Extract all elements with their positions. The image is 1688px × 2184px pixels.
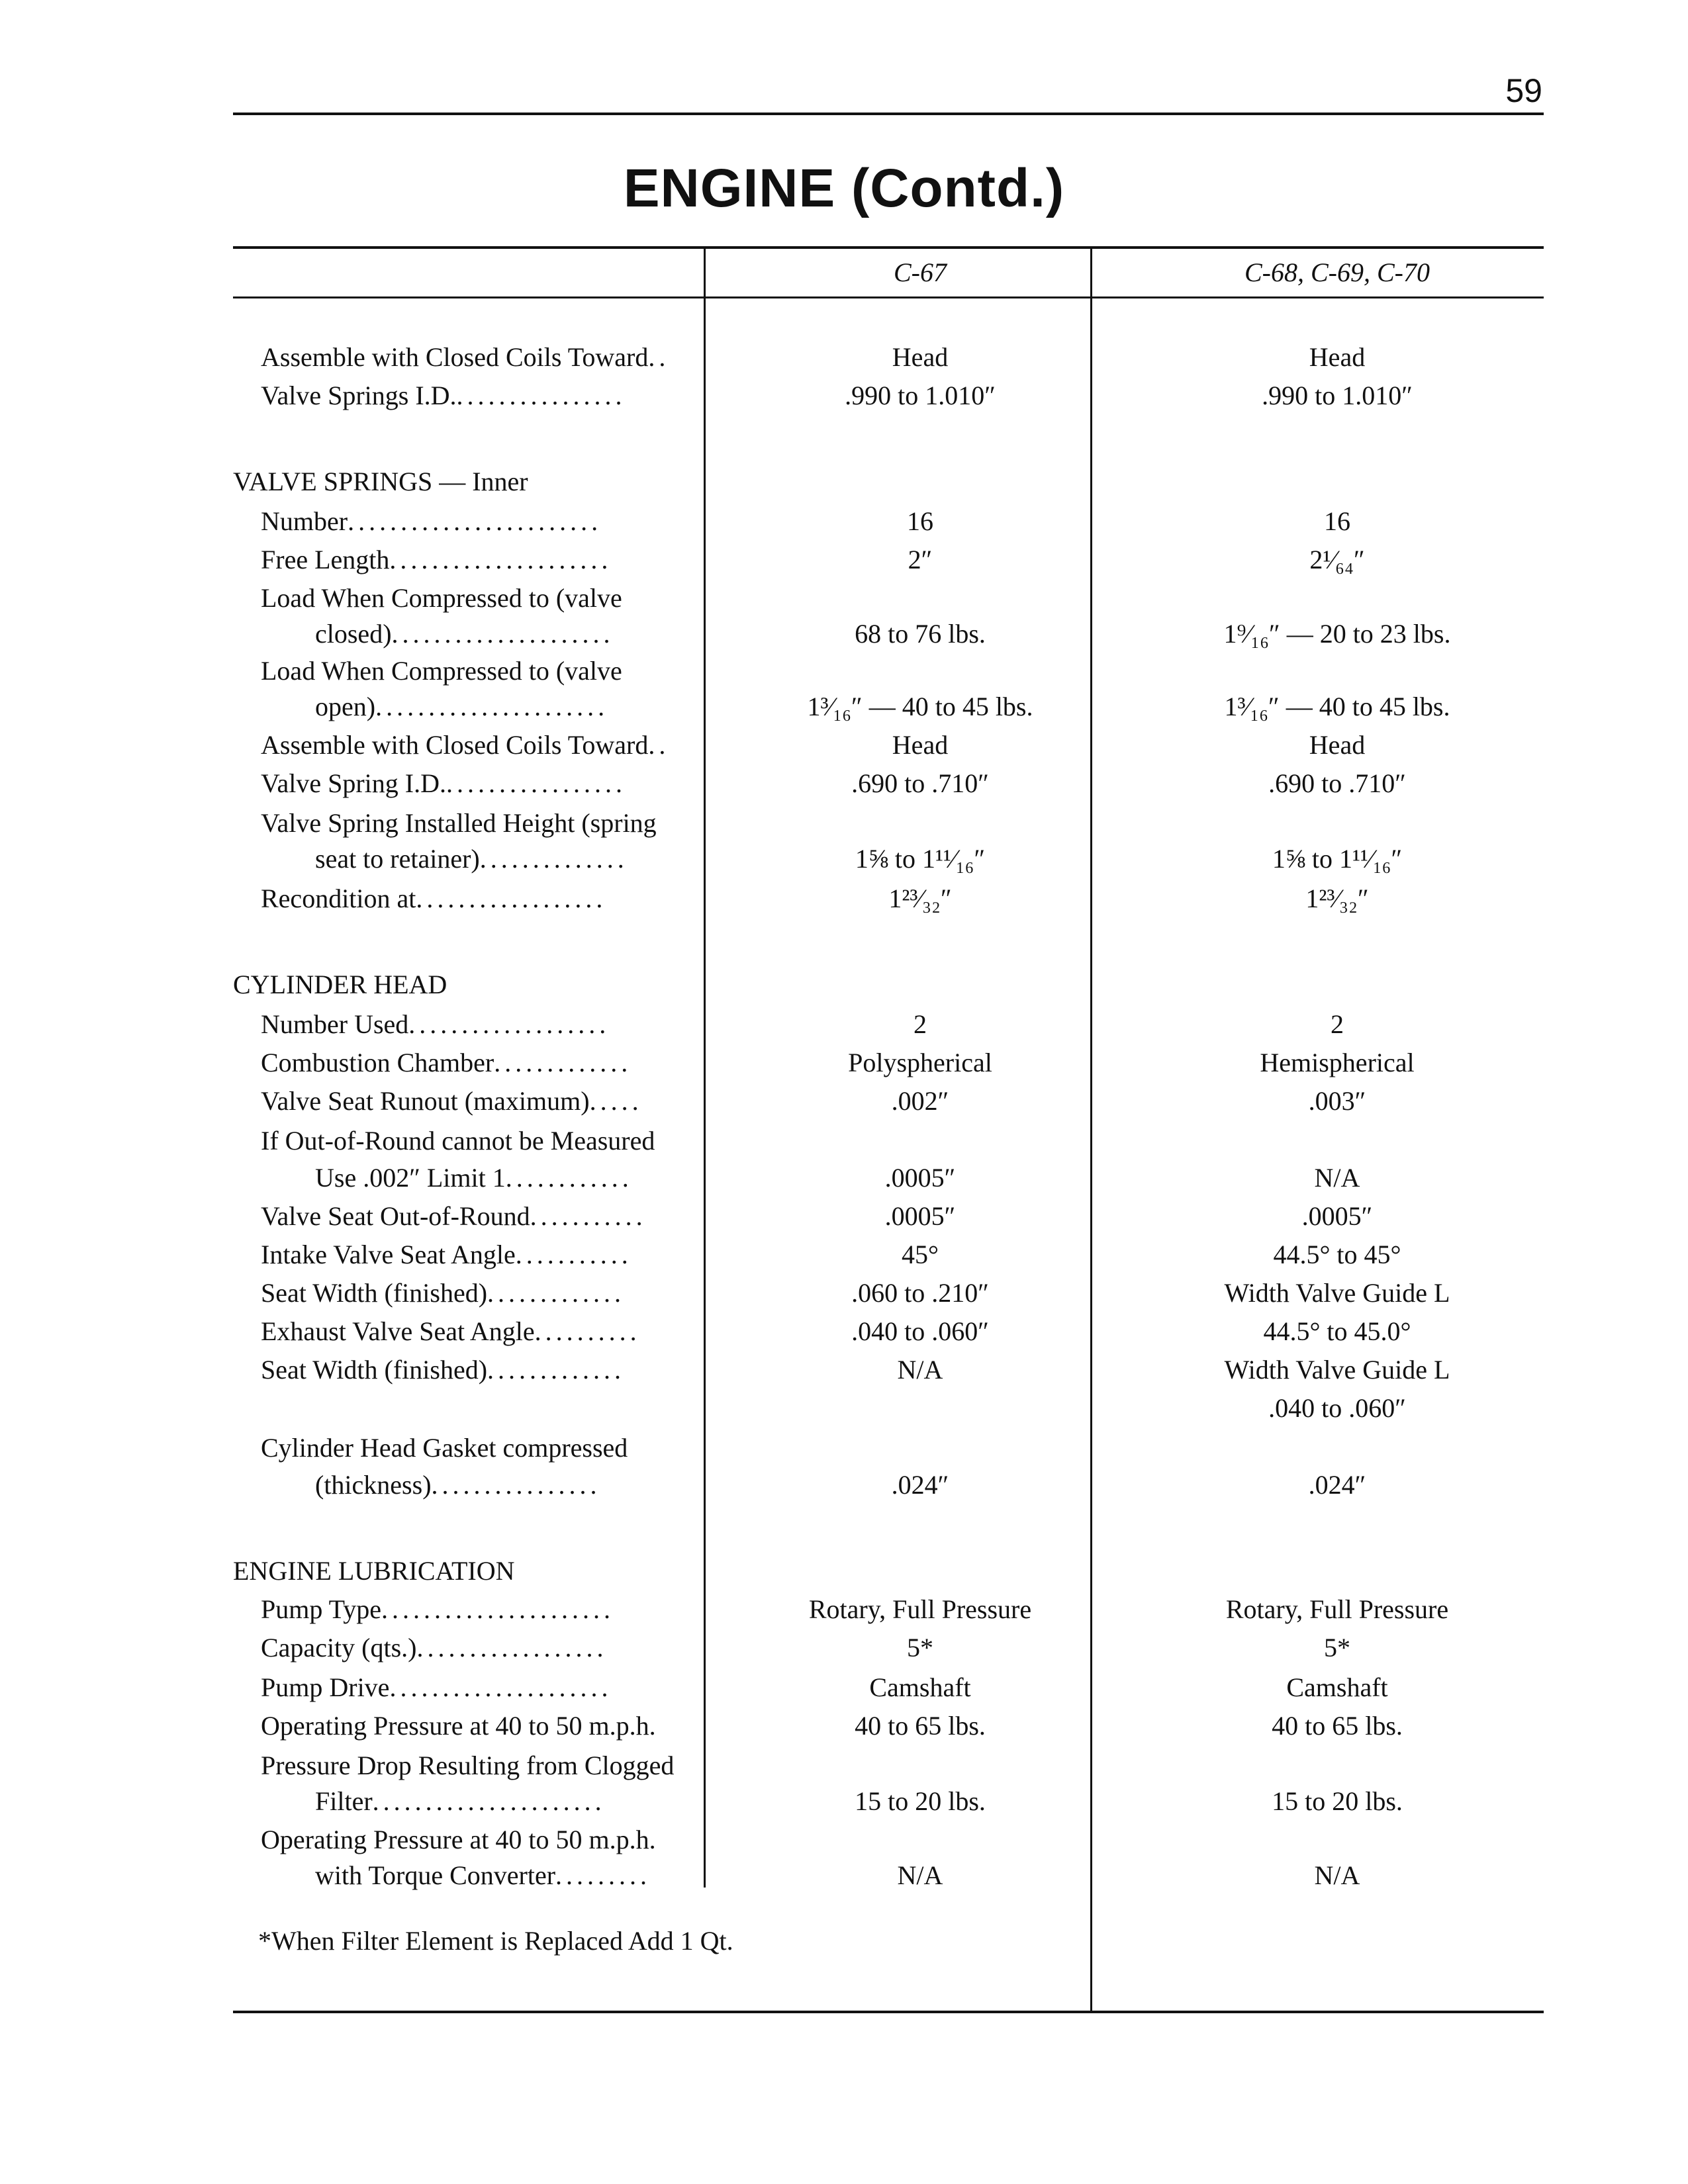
leader-dots: .. bbox=[648, 342, 670, 372]
label-text: Assemble with Closed Coils Toward bbox=[261, 730, 649, 760]
row-label bbox=[315, 1160, 692, 1197]
label-text: open) bbox=[315, 692, 376, 721]
table-row bbox=[0, 463, 1688, 500]
leader-dots: ........... bbox=[530, 1201, 647, 1231]
value-c68-c70: .003″ bbox=[1308, 1086, 1366, 1116]
table-row bbox=[0, 1236, 1688, 1273]
value-c67: Polyspherical bbox=[848, 1048, 992, 1077]
row-label: If Out-of-Round cannot be Measured bbox=[261, 1126, 655, 1156]
row-label: Valve Spring Installed Height (spring bbox=[261, 808, 657, 838]
page-title: ENGINE (Contd.) bbox=[623, 158, 1065, 218]
value-c68-c70: Hemispherical bbox=[1260, 1048, 1415, 1077]
section-heading: CYLINDER HEAD bbox=[233, 970, 447, 999]
label-text: Exhaust Valve Seat Angle bbox=[261, 1316, 535, 1346]
row-label bbox=[315, 1467, 692, 1504]
value-c67: .990 to 1.010″ bbox=[845, 381, 996, 410]
value-c68-c70: N/A bbox=[1314, 1163, 1360, 1193]
table-row bbox=[0, 1747, 1688, 1784]
label-text: closed) bbox=[315, 619, 392, 649]
table-row bbox=[0, 615, 1688, 653]
value-c67: N/A bbox=[897, 1860, 943, 1890]
value-c68-c70: Width Valve Guide L bbox=[1224, 1278, 1450, 1308]
table-row bbox=[0, 653, 1688, 690]
value-c67: Camshaft bbox=[869, 1672, 971, 1702]
value-c67: .690 to .710″ bbox=[851, 768, 989, 798]
leader-dots bbox=[656, 1707, 692, 1745]
section-heading: VALVE SPRINGS — Inner bbox=[233, 467, 528, 496]
table-row bbox=[0, 1275, 1688, 1312]
label-text: Assemble with Closed Coils Toward bbox=[261, 342, 649, 372]
table-row bbox=[0, 503, 1688, 540]
value-c68-c70: 16 bbox=[1324, 506, 1350, 536]
row-label bbox=[261, 1198, 692, 1235]
value-c67: 2″ bbox=[908, 545, 933, 574]
label-text: Use .002″ Limit 1 bbox=[315, 1163, 506, 1193]
leader-dots: ............. bbox=[487, 1278, 626, 1308]
table-row bbox=[0, 1591, 1688, 1628]
value-c68-c70: 1⁹⁄₁₆″ — 20 to 23 lbs. bbox=[1223, 619, 1451, 649]
top-rule bbox=[233, 113, 1544, 115]
row-label bbox=[261, 1006, 692, 1043]
value-c68-c70: Head bbox=[1309, 342, 1366, 372]
row-label bbox=[315, 1783, 692, 1820]
leader-dots: ................. bbox=[445, 768, 626, 798]
value-c67: 45° bbox=[902, 1240, 939, 1269]
leader-dots: ................... bbox=[408, 1009, 610, 1039]
value-c67: 1³⁄₁₆″ — 40 to 45 lbs. bbox=[807, 692, 1033, 721]
row-label bbox=[261, 1629, 692, 1666]
leader-dots: ..................... bbox=[391, 619, 614, 649]
row-label bbox=[261, 1313, 692, 1350]
value-c68-c70: 15 to 20 lbs. bbox=[1272, 1786, 1403, 1816]
value-c68-c70: 2¹⁄₆₄″ bbox=[1309, 545, 1365, 574]
bottom-rule bbox=[233, 2011, 1544, 2013]
table-row bbox=[0, 805, 1688, 842]
label-text: seat to retainer) bbox=[315, 844, 480, 874]
table-row bbox=[0, 688, 1688, 725]
row-label bbox=[261, 1083, 692, 1120]
leader-dots: ............. bbox=[494, 1048, 632, 1077]
leader-dots: ..................... bbox=[389, 545, 612, 574]
row-label bbox=[315, 841, 692, 878]
table-row bbox=[0, 339, 1688, 376]
table-row bbox=[0, 765, 1688, 802]
column-header-c68-c70: C-68, C-69, C-70 bbox=[1244, 257, 1430, 287]
label-text: (thickness) bbox=[315, 1470, 432, 1500]
row-label bbox=[261, 1707, 692, 1745]
label-text: Capacity (qts.) bbox=[261, 1633, 417, 1662]
value-c67: .002″ bbox=[891, 1086, 949, 1116]
leader-dots: ................ bbox=[431, 1470, 601, 1500]
value-c67: .040 to .060″ bbox=[851, 1316, 989, 1346]
leader-dots: ................ bbox=[456, 381, 626, 410]
leader-dots: ........................ bbox=[348, 506, 602, 536]
value-c67: 2 bbox=[914, 1009, 927, 1039]
row-label bbox=[315, 1857, 692, 1894]
value-c67: .0005″ bbox=[884, 1163, 956, 1193]
table-row bbox=[0, 541, 1688, 578]
value-c68-c70: .024″ bbox=[1308, 1470, 1366, 1500]
leader-dots: ........... bbox=[515, 1240, 632, 1269]
table-row bbox=[0, 1857, 1688, 1894]
row-label: Load When Compressed to (valve bbox=[261, 583, 622, 613]
label-text: Recondition at bbox=[261, 884, 416, 913]
footnote: *When Filter Element is Replaced Add 1 Qt. bbox=[258, 1926, 733, 1956]
value-c68-c70: 2 bbox=[1331, 1009, 1344, 1039]
row-label bbox=[261, 339, 692, 376]
row-label bbox=[261, 377, 692, 414]
row-label bbox=[261, 765, 692, 802]
leader-dots: .. bbox=[648, 730, 670, 760]
table-row bbox=[0, 880, 1688, 917]
value-c68-c70: N/A bbox=[1314, 1860, 1360, 1890]
value-c68-c70: 1³⁄₁₆″ — 40 to 45 lbs. bbox=[1224, 692, 1450, 721]
table-row bbox=[0, 1122, 1688, 1160]
row-label: Pressure Drop Resulting from Clogged bbox=[261, 1751, 675, 1780]
row-label bbox=[315, 615, 692, 653]
label-text: Intake Valve Seat Angle bbox=[261, 1240, 516, 1269]
value-c68-c70: Width Valve Guide L bbox=[1224, 1355, 1450, 1385]
table-row bbox=[0, 1821, 1688, 1858]
page-number: 59 bbox=[1505, 72, 1542, 109]
table-top-rule bbox=[233, 246, 1544, 249]
row-label: Operating Pressure at 40 to 50 m.p.h. bbox=[261, 1825, 656, 1854]
table-row bbox=[0, 1707, 1688, 1745]
label-text: Operating Pressure at 40 to 50 m.p.h. bbox=[261, 1711, 656, 1741]
leader-dots: ...................... bbox=[381, 1594, 615, 1624]
value-c67: 68 to 76 lbs. bbox=[855, 619, 986, 649]
value-c67: Head bbox=[892, 730, 949, 760]
value-c68-c70: .0005″ bbox=[1301, 1201, 1373, 1231]
value-c68-c70: Rotary, Full Pressure bbox=[1225, 1594, 1449, 1624]
value-c67: 5* bbox=[907, 1633, 933, 1662]
value-c68-c70: 1⅝ to 1¹¹⁄₁₆″ bbox=[1272, 844, 1403, 874]
table-row bbox=[0, 1006, 1688, 1043]
label-text: Valve Seat Runout (maximum) bbox=[261, 1086, 590, 1116]
value-c68-c70: 40 to 65 lbs. bbox=[1272, 1711, 1403, 1741]
value-c67: 16 bbox=[907, 506, 933, 536]
value-c67: 40 to 65 lbs. bbox=[855, 1711, 986, 1741]
header-rule bbox=[233, 296, 1544, 298]
table-row bbox=[0, 1467, 1688, 1504]
value-c68-c70: 44.5° to 45.0° bbox=[1263, 1316, 1411, 1346]
row-label bbox=[261, 880, 692, 917]
section-heading: ENGINE LUBRICATION bbox=[233, 1556, 515, 1586]
row-label bbox=[261, 1669, 692, 1706]
table-row bbox=[0, 1313, 1688, 1350]
row-label bbox=[261, 1044, 692, 1081]
value-c67: Rotary, Full Pressure bbox=[808, 1594, 1032, 1624]
value-c68-c70: 1²³⁄₃₂″ bbox=[1305, 884, 1369, 913]
table-row bbox=[0, 841, 1688, 878]
leader-dots: ......... bbox=[555, 1860, 651, 1890]
leader-dots: ...................... bbox=[372, 1786, 606, 1816]
value-c68-c70: Head bbox=[1309, 730, 1366, 760]
table-row bbox=[0, 580, 1688, 617]
row-label bbox=[261, 1275, 692, 1312]
leader-dots: .............. bbox=[479, 844, 628, 874]
table-row bbox=[0, 1430, 1688, 1467]
label-text: Filter bbox=[315, 1786, 373, 1816]
value-c67: 15 to 20 lbs. bbox=[855, 1786, 986, 1816]
label-text: Free Length bbox=[261, 545, 390, 574]
label-text: with Torque Converter bbox=[315, 1860, 556, 1890]
value-c67: Head bbox=[892, 342, 949, 372]
value-c67: 1²³⁄₃₂″ bbox=[888, 884, 952, 913]
value-c68-c70: Camshaft bbox=[1286, 1672, 1388, 1702]
row-label bbox=[261, 1351, 692, 1388]
table-row bbox=[0, 1553, 1688, 1590]
leader-dots: .................. bbox=[416, 884, 607, 913]
label-text: Seat Width (finished) bbox=[261, 1278, 488, 1308]
table-row bbox=[0, 1351, 1688, 1388]
leader-dots: .................. bbox=[416, 1633, 608, 1662]
label-text: Valve Springs I.D. bbox=[261, 381, 457, 410]
value-c68-c70: 5* bbox=[1324, 1633, 1350, 1662]
value-c68-c70: 44.5° to 45° bbox=[1273, 1240, 1401, 1269]
label-text: Combustion Chamber bbox=[261, 1048, 494, 1077]
row-label: Load When Compressed to (valve bbox=[261, 656, 622, 686]
value-c67: 1⅝ to 1¹¹⁄₁₆″ bbox=[855, 844, 986, 874]
row-label bbox=[261, 1591, 692, 1628]
row-label bbox=[315, 688, 692, 725]
row-label bbox=[261, 541, 692, 578]
value-c68-c70: .990 to 1.010″ bbox=[1262, 381, 1413, 410]
row-label: Cylinder Head Gasket compressed bbox=[261, 1433, 628, 1463]
value-c67: N/A bbox=[897, 1355, 943, 1385]
label-text: Pump Type bbox=[261, 1594, 382, 1624]
row-label bbox=[261, 1236, 692, 1273]
table-row bbox=[0, 1783, 1688, 1820]
leader-dots: ..... bbox=[589, 1086, 643, 1116]
leader-dots: ............. bbox=[487, 1355, 626, 1385]
table-row bbox=[0, 966, 1688, 1003]
leader-dots: ............ bbox=[505, 1163, 633, 1193]
value-c68-c70: .040 to .060″ bbox=[1268, 1393, 1406, 1423]
label-text: Valve Seat Out-of-Round bbox=[261, 1201, 530, 1231]
value-c68-c70: .690 to .710″ bbox=[1268, 768, 1406, 798]
table-row bbox=[0, 1044, 1688, 1081]
label-text: Number Used bbox=[261, 1009, 409, 1039]
leader-dots: ...................... bbox=[375, 692, 609, 721]
leader-dots: ..................... bbox=[389, 1672, 612, 1702]
label-text: Seat Width (finished) bbox=[261, 1355, 488, 1385]
label-text: Valve Spring I.D. bbox=[261, 768, 446, 798]
table-row bbox=[0, 1160, 1688, 1197]
label-text: Number bbox=[261, 506, 348, 536]
column-header-c67: C-67 bbox=[894, 257, 947, 287]
row-label bbox=[261, 503, 692, 540]
value-c67: .0005″ bbox=[884, 1201, 956, 1231]
row-label bbox=[261, 727, 692, 764]
table-row bbox=[0, 1198, 1688, 1235]
leader-dots: .......... bbox=[534, 1316, 641, 1346]
table-row bbox=[0, 1669, 1688, 1706]
label-text: Pump Drive bbox=[261, 1672, 390, 1702]
table-row bbox=[0, 377, 1688, 414]
table-row bbox=[0, 1083, 1688, 1120]
table-row bbox=[0, 1390, 1688, 1427]
table-row bbox=[0, 727, 1688, 764]
table-row bbox=[0, 1629, 1688, 1666]
value-c67: .024″ bbox=[891, 1470, 949, 1500]
value-c67: .060 to .210″ bbox=[851, 1278, 989, 1308]
